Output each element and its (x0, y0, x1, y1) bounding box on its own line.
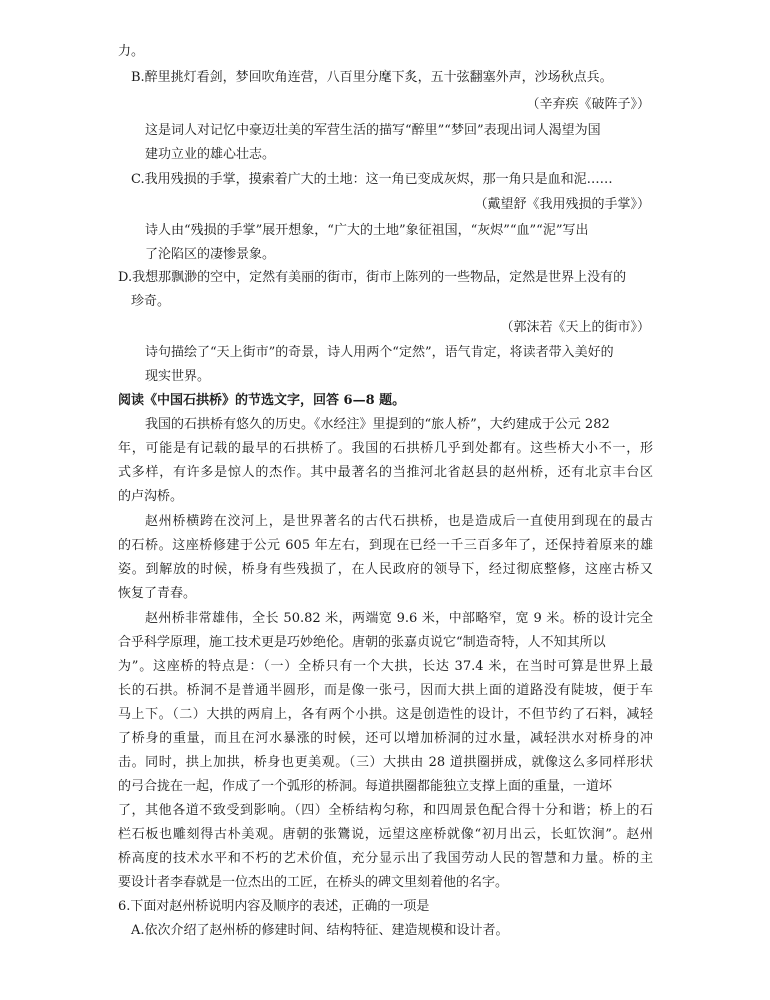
option-d-text-line: D.我想那飘渺的空中，定然有美丽的街市，街市上陈列的一些物品，定然是世界上没有的 (118, 270, 627, 285)
passage-line: 长的石拱。桥洞不是普通半圆形，而是像一张弓，因而大拱上面的道路没有陡坡，便于车 (118, 683, 653, 698)
passage-line: 的弓合拢在一起，作成了一个弧形的桥洞。每道拱圈都能独立支撑上面的重量，一道坏 (118, 779, 613, 794)
passage-line: 年，可能是有记载的最早的石拱桥了。我国的石拱桥几乎到处都有。这些桥大小不一，形 (118, 441, 653, 456)
question-6-stem: 6.下面对赵州桥说明内容及顺序的表述，正确的一项是 (118, 899, 430, 914)
passage-line: 式多样，有许多是惊人的杰作。其中最著名的当推河北省赵县的赵州桥，还有北京丰台区 (118, 465, 653, 480)
passage-line: 栏石板也雕刻得古朴美观。唐朝的张鷟说，远望这座桥就像“初月出云，长虹饮涧”。赵州 (118, 827, 653, 842)
passage-line: 击。同时，拱上加拱，桥身也更美观。（三）大拱由 28 道拱圈拼成，就像这么多同样形状 (118, 755, 653, 770)
passage-line: 合乎科学原理，施工技术更是巧妙绝伦。唐朝的张嘉贞说它“制造奇特，人不知其所以 (118, 635, 606, 650)
option-b-source: （辛弃疾《破阵子》） (526, 97, 650, 112)
option-d-note-line: 现实世界。 (145, 369, 211, 384)
option-d-source: （郭沫若《天上的街市》） (500, 320, 650, 335)
passage-line: 桥高度的技术水平和不朽的艺术价值，充分显示出了我国劳动人民的智慧和力量。桥的主 (118, 851, 653, 866)
passage-line: 马上下。（二）大拱的两肩上，各有两个小拱。这是创造性的设计，不但节约了石料，减轻 (118, 707, 653, 722)
option-c-source: （戴望舒《我用残损的手掌》） (474, 197, 650, 212)
option-d-note-line: 诗句描绘了“天上街市”的奇景，诗人用两个“定然”，语气肯定，将读者带入美好的 (145, 345, 614, 360)
question-6-option-a: A.依次介绍了赵州桥的修建时间、结构特征、建造规模和设计者。 (131, 923, 509, 938)
passage-line: 我国的石拱桥有悠久的历史。《水经注》里提到的“旅人桥”，大约建成于公元 282 (145, 417, 610, 432)
option-c-text: C.我用残损的手掌，摸索着广大的土地：这一角已变成灰烬，那一角只是血和泥…… (131, 172, 613, 187)
option-c-note-line: 诗人由“残损的手掌”展开想象，“广大的土地”象征祖国，“灰烬”“血”“泥”写出 (145, 223, 589, 238)
option-d-text-line: 珍奇。 (131, 294, 171, 309)
passage-line: 的卢沟桥。 (118, 489, 184, 504)
option-b-note-line: 这是词人对记忆中豪迈壮美的军营生活的描写“醉里”“梦回”表现出词人渴望为国 (145, 123, 601, 138)
passage-line: 要设计者李春就是一位杰出的工匠，在桥头的碑文里刻着他的名字。 (118, 875, 509, 890)
passage-line: 姿。到解放的时候，桥身有些残损了，在人民政府的领导下，经过彻底整修，这座古桥又 (118, 562, 653, 577)
passage-line: 了，其他各道不致受到影响。（四）全桥结构匀称，和四周景色配合得十分和谐；桥上的石 (118, 803, 653, 818)
passage-line: 赵州桥非常雄伟，全长 50.82 米，两端宽 9.6 米，中部略窄，宽 9 米。桥的设计完全 (145, 611, 653, 626)
passage-line: 恢复了青春。 (118, 586, 197, 601)
passage-line: 为”。这座桥的特点是：（一）全桥只有一个大拱，长达 37.4 米，在当时可算是世界上最 (118, 659, 653, 674)
top-fragment: 力。 (118, 44, 145, 59)
reading-heading: 阅读《中国石拱桥》的节选文字，回答 6—8 题。 (118, 393, 406, 408)
option-b-text: B.醉里挑灯看剑，梦回吹角连营，八百里分麾下炙，五十弦翻塞外声，沙场秋点兵。 (131, 70, 613, 85)
passage-line: 了桥身的重量，而且在河水暴涨的时候，还可以增加桥洞的过水量，减轻洪水对桥身的冲 (118, 731, 653, 746)
option-b-note-line: 建功立业的雄心壮志。 (145, 147, 276, 162)
option-c-note-line: 了沦陷区的凄惨景象。 (145, 247, 276, 262)
passage-line: 赵州桥横跨在洨河上，是世界著名的古代石拱桥，也是造成后一直使用到现在的最古 (145, 514, 653, 529)
passage-line: 的石桥。这座桥修建于公元 605 年左右，到现在已经一千三百多年了，还保持着原来的雄 (118, 538, 653, 553)
